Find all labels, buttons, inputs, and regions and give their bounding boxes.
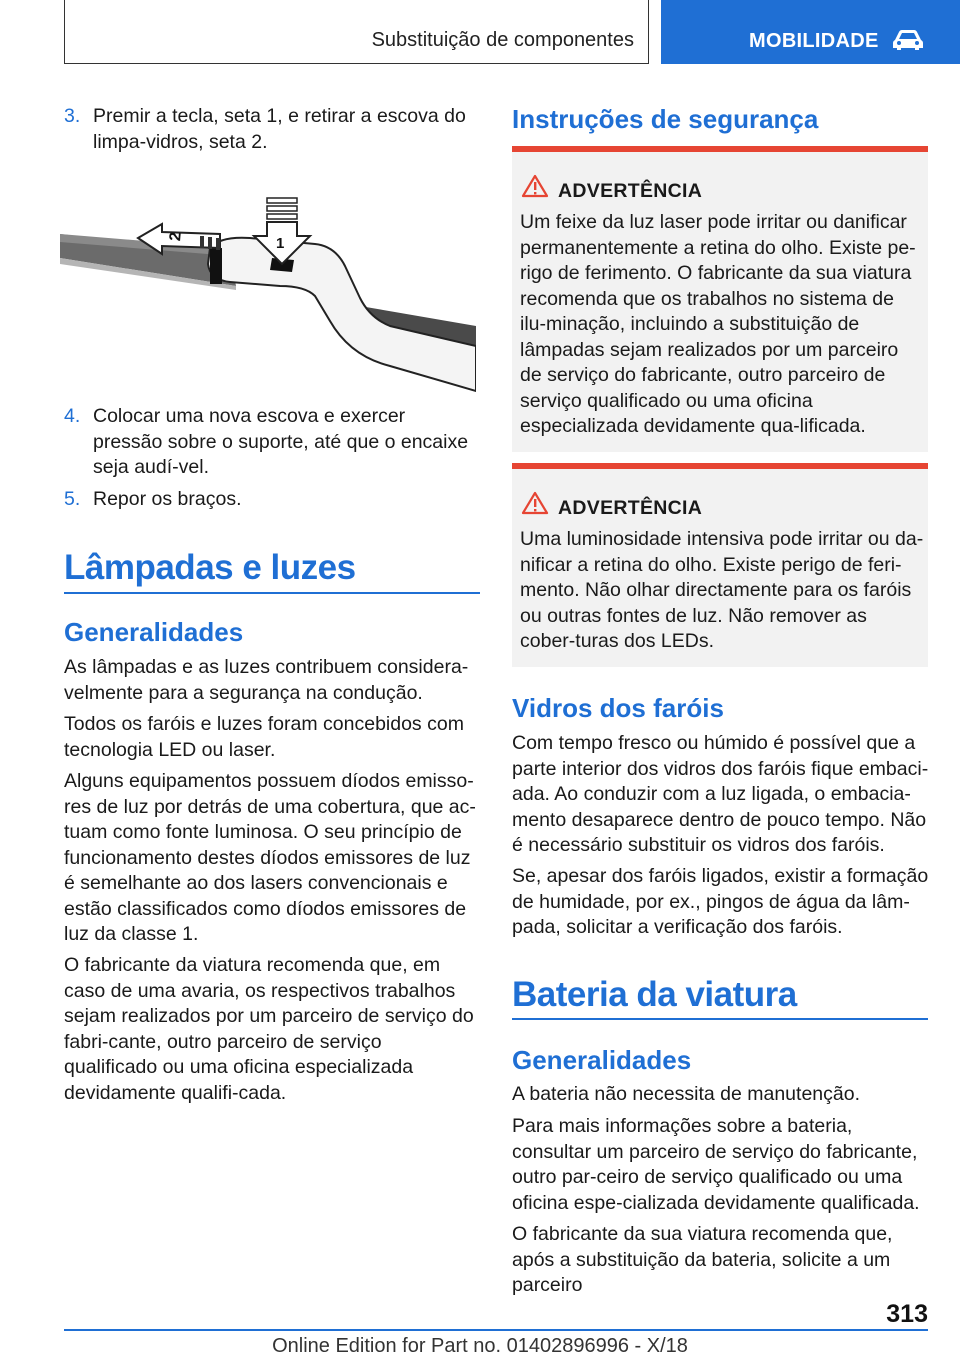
step-number: 3. bbox=[64, 105, 81, 127]
heading-rule bbox=[512, 1018, 928, 1020]
paragraph: Para mais informações sobre a bateria, consultar um parceiro de serviço do fabricante, outro par-ceiro de serviço qualificado ou uma oficina espe-cializada devidamente qualificada. bbox=[512, 1115, 920, 1214]
subheading-general: Generalidades bbox=[512, 1045, 692, 1075]
header-section-box bbox=[64, 0, 649, 64]
warning-text: Uma luminosidade intensiva pode irritar ou da-nificar a retina do olho. Existe perigo de feri-mento. Não olhar directamente para os faróis ou outras fontes de luz. Não remover as cober-turas dos LEDs. bbox=[520, 528, 924, 652]
warning-triangle-icon bbox=[521, 491, 549, 515]
heading-rule bbox=[64, 592, 480, 594]
warning-title: ADVERTÊNCIA bbox=[558, 180, 703, 202]
wiper-blade-figure bbox=[60, 186, 476, 392]
step-text: Premir a tecla, seta 1, e retirar a escova do limpa-vidros, seta 2. bbox=[93, 105, 466, 153]
paragraph: Se, apesar dos faróis ligados, existir a formação de humidade, por ex., pingos de água da lâm-pada, solicitar a verificação dos faróis. bbox=[512, 865, 929, 938]
figure-label-1: 1 bbox=[276, 235, 285, 252]
page-number: 313 bbox=[886, 1300, 928, 1328]
subheading-general: Generalidades bbox=[64, 617, 244, 647]
chapter-label: MOBILIDADE bbox=[749, 30, 879, 52]
step-text: Colocar uma nova escova e exercer pressão sobre o suporte, até que o encaixe seja audí-vel. bbox=[93, 405, 469, 478]
warning-box-light bbox=[512, 463, 928, 667]
heading-battery: Bateria da viatura bbox=[512, 975, 797, 1014]
step-number: 4. bbox=[64, 405, 81, 427]
header-chapter-tab[interactable] bbox=[661, 0, 960, 64]
warning-triangle-icon bbox=[521, 174, 549, 198]
paragraph: Alguns equipamentos possuem díodos emisso-res de luz por detrás de uma cobertura, que ac-tuam como fonte luminosa. O seu princípio de funcionamento destes díodos emissores de luz é semelhante ao dos lasers convencionais e estão classificados como díodos emissores de luz da classe 1. bbox=[64, 770, 476, 945]
paragraph: As lâmpadas e as luzes contribuem considera-velmente para a segurança na condução. bbox=[64, 656, 469, 704]
warning-title: ADVERTÊNCIA bbox=[558, 497, 703, 519]
paragraph: Com tempo fresco ou húmido é possível que a parte interior dos vidros dos faróis fique embaci-ada. Ao conduzir com a luz ligada, o embacia-mento desaparece dentro de pouco tempo. Não é necessário substituir os vidros dos faróis. bbox=[512, 732, 929, 856]
heading-safety: Instruções de segurança bbox=[512, 104, 819, 134]
heading-headlight-glass: Vidros dos faróis bbox=[512, 693, 724, 723]
step-number: 5. bbox=[64, 488, 81, 510]
step-text: Repor os braços. bbox=[93, 488, 242, 510]
paragraph: Todos os faróis e luzes foram concebidos com tecnologia LED ou laser. bbox=[64, 713, 464, 761]
footer-edition: Online Edition for Part no. 01402896996 - X/18 bbox=[272, 1335, 688, 1357]
heading-lamps: Lâmpadas e luzes bbox=[64, 548, 356, 587]
car-icon bbox=[891, 28, 925, 52]
section-title: Substituição de componentes bbox=[371, 29, 634, 51]
paragraph: A bateria não necessita de manutenção. bbox=[512, 1083, 860, 1105]
warning-box-laser bbox=[512, 146, 928, 452]
figure-label-2: 2 bbox=[167, 231, 185, 242]
footer-rule bbox=[64, 1329, 928, 1331]
paragraph: O fabricante da viatura recomenda que, em caso de uma avaria, os respectivos trabalhos sejam realizados por um parceiro de serviço do fabri-cante, outro parceiro de serviço qualificado ou uma oficina especializada devidamente qualifi-cada. bbox=[64, 954, 474, 1104]
warning-text: Um feixe da luz laser pode irritar ou danificar permanentemente a retina do olho. Existe pe-rigo de ferimento. O fabricante da sua viatura recomenda que os trabalhos no sistema de ilu-minação, incluindo a substituição de lâmpadas sejam realizados por um parceiro de serviço do fabricante, outro parceiro de serviço qualificado ou uma oficina especializada devidamente qua-lificada. bbox=[520, 211, 916, 437]
paragraph: O fabricante da sua viatura recomenda que, após a substituição da bateria, solicite a um parceiro bbox=[512, 1223, 893, 1296]
